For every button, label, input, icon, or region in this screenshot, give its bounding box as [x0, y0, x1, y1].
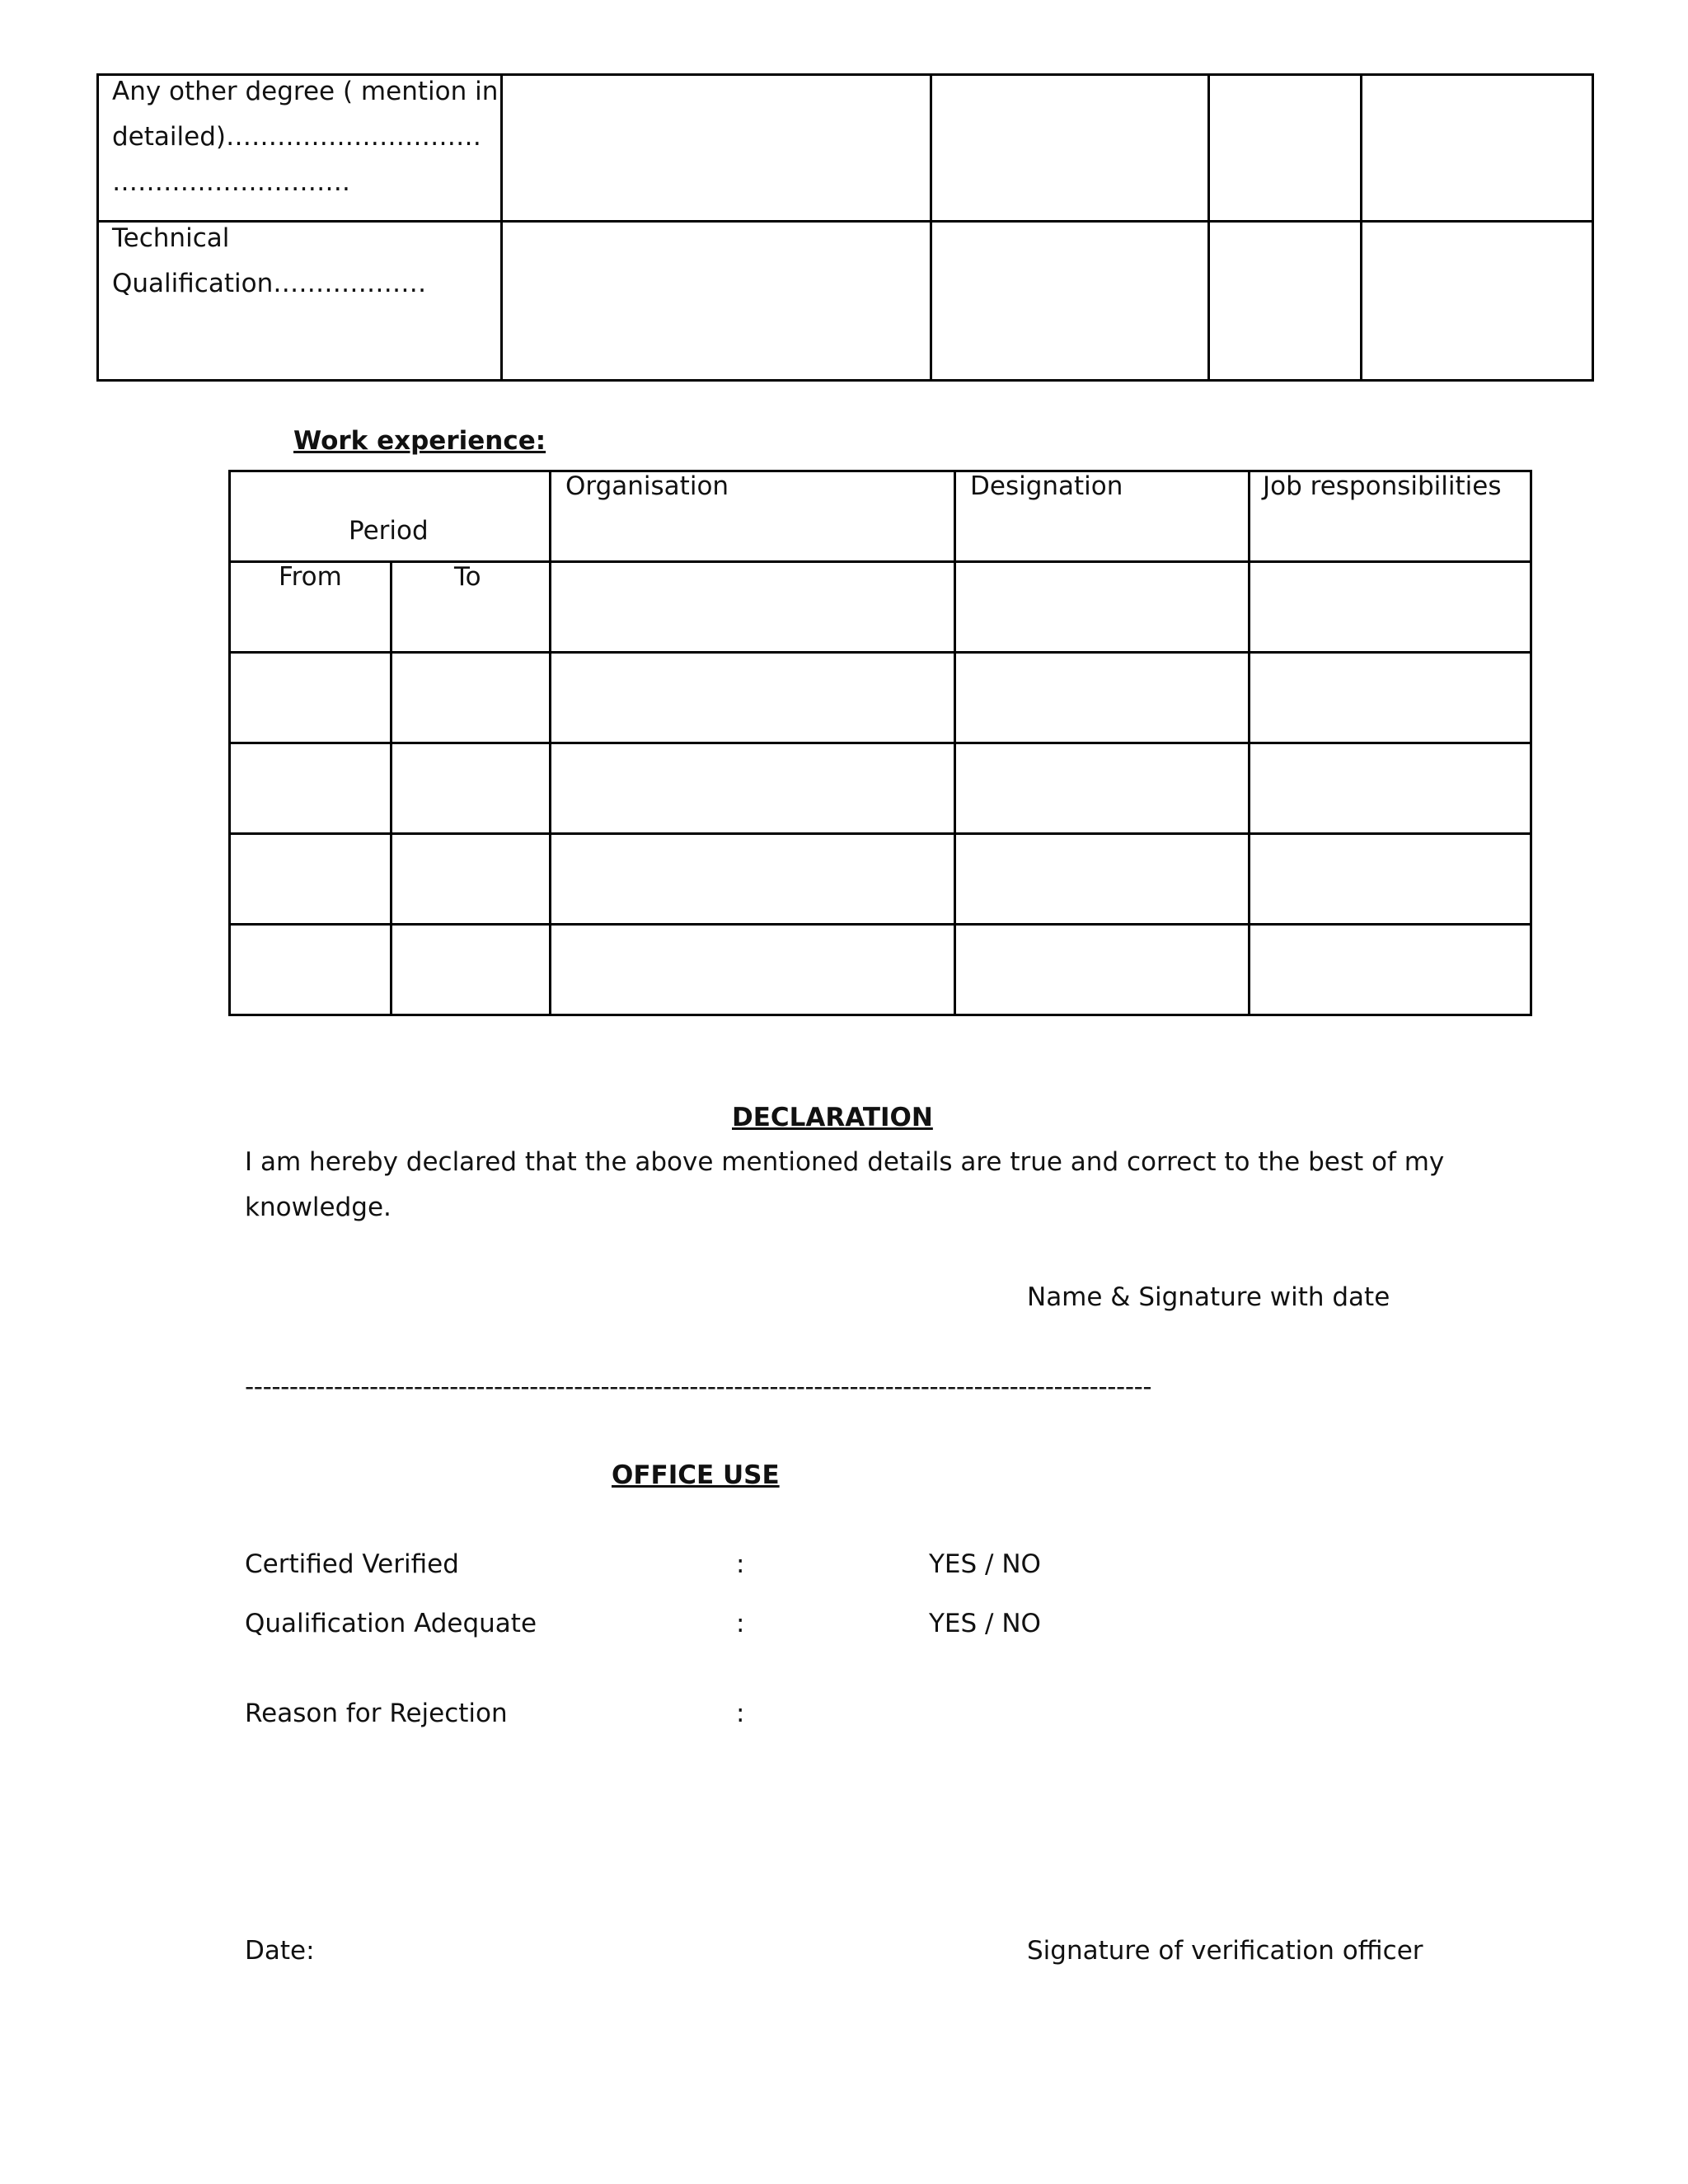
field-label: Qualification Adequate — [245, 1609, 537, 1638]
qualification-table — [0, 0, 1688, 387]
table-border — [228, 651, 1532, 654]
header-from: From — [279, 562, 342, 592]
qualification-label-line: Qualification……………… — [112, 269, 427, 298]
field-value: YES / NO — [929, 1549, 1041, 1579]
table-border — [930, 73, 932, 382]
field-colon: : — [736, 1699, 745, 1728]
table-border — [228, 923, 1532, 926]
work-experience-heading: Work experience: — [293, 426, 546, 456]
table-border — [1248, 470, 1250, 1016]
qualification-label-line: Technical — [112, 223, 230, 253]
signature-label: Name & Signature with date — [1027, 1282, 1390, 1312]
table-border — [228, 560, 1532, 563]
header-job-responsibilities: Job responsibilities — [1263, 471, 1502, 501]
table-border — [954, 470, 956, 1016]
table-border — [228, 470, 231, 1016]
declaration-text: knowledge. — [245, 1193, 392, 1222]
declaration-text: I am hereby declared that the above mentioned details are true and correct to the best of my — [245, 1147, 1445, 1177]
table-border — [500, 73, 503, 382]
header-designation: Designation — [970, 471, 1123, 501]
table-border — [1207, 73, 1210, 382]
table-border — [390, 560, 392, 1016]
field-label: Reason for Rejection — [245, 1699, 508, 1728]
field-value: YES / NO — [929, 1609, 1041, 1638]
table-border — [228, 742, 1532, 744]
field-colon: : — [736, 1609, 745, 1638]
table-border — [1360, 73, 1362, 382]
table-border — [228, 1014, 1532, 1016]
field-colon: : — [736, 1549, 745, 1579]
separator: ------------------------------------------------------------------------------------------------------ — [245, 1372, 1152, 1402]
work-experience-table — [0, 462, 1688, 1022]
header-to: To — [454, 562, 481, 592]
date-label: Date: — [245, 1936, 315, 1966]
office-use-heading: OFFICE USE — [612, 1460, 780, 1490]
table-border — [96, 379, 1594, 382]
field-label: Certified Verified — [245, 1549, 459, 1579]
qualification-label-line: Any other degree ( mention in — [112, 77, 499, 106]
officer-signature-label: Signature of verification officer — [1027, 1936, 1423, 1966]
table-border — [1592, 73, 1594, 382]
header-organisation: Organisation — [565, 471, 729, 501]
table-border — [1530, 470, 1532, 1016]
table-border — [96, 73, 99, 382]
qualification-label-line: ………………………. — [112, 167, 350, 197]
table-border — [549, 470, 551, 1016]
header-period: Period — [349, 516, 429, 546]
table-border — [228, 832, 1532, 835]
qualification-label-line: detailed)………………………… — [112, 122, 481, 152]
declaration-heading: DECLARATION — [732, 1103, 933, 1132]
table-border — [96, 220, 1594, 223]
